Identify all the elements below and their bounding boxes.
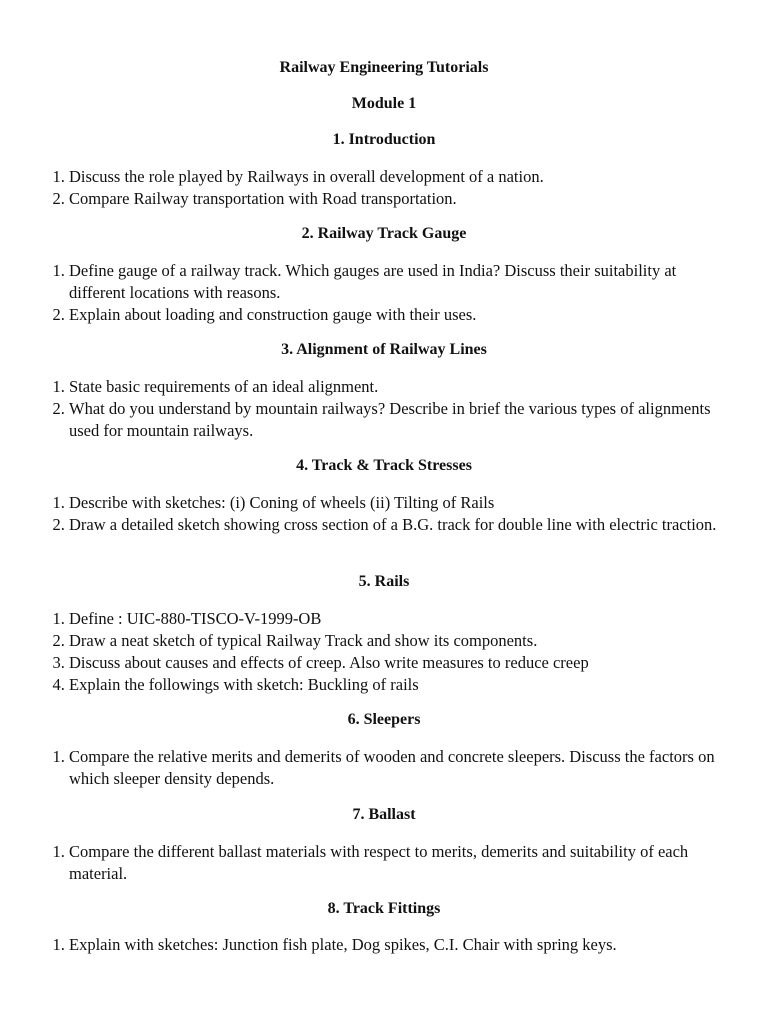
question-item: 2. Draw a neat sketch of typical Railway Track and show its components. (69, 630, 719, 652)
question-item: 1. State basic requirements of an ideal alignment. (69, 376, 719, 398)
question-item: 1. Compare the different ballast materials with respect to merits, demerits and suitability of each material. (69, 841, 719, 885)
section-heading-rails: 5. Rails (358, 573, 410, 590)
document-title: Railway Engineering Tutorials (279, 59, 489, 76)
question-list-track-stresses (0, 492, 719, 536)
question-item: 1. Explain with sketches: Junction fish plate, Dog spikes, C.I. Chair with spring keys. (69, 934, 719, 956)
question-item: 1. Describe with sketches: (i) Coning of wheels (ii) Tilting of Rails (69, 492, 719, 514)
section-heading-ballast: 7. Ballast (352, 806, 416, 823)
question-item: 2. Explain about loading and construction gauge with their uses. (69, 304, 719, 326)
section-heading-alignment: 3. Alignment of Railway Lines (281, 341, 487, 358)
section-heading-sleepers: 6. Sleepers (347, 711, 421, 728)
question-item: 2. Compare Railway transportation with Road transportation. (69, 188, 719, 210)
question-item: 1. Compare the relative merits and demerits of wooden and concrete sleepers. Discuss the factors on which sleeper density depends. (69, 746, 719, 790)
question-list-track-fittings (0, 934, 719, 956)
section-heading-introduction: 1. Introduction (332, 131, 436, 148)
question-list-track-gauge (0, 260, 719, 326)
question-item: 1. Discuss the role played by Railways in overall development of a nation. (69, 166, 719, 188)
question-item: 4. Explain the followings with sketch: Buckling of rails (69, 674, 719, 696)
question-list-introduction (0, 166, 719, 210)
section-heading-track-gauge: 2. Railway Track Gauge (301, 225, 467, 242)
section-heading-track-stresses: 4. Track & Track Stresses (296, 457, 472, 474)
question-list-alignment (0, 376, 719, 442)
section-heading-track-fittings: 8. Track Fittings (327, 900, 441, 917)
module-label: Module 1 (351, 95, 417, 112)
question-list-ballast (0, 841, 719, 885)
question-item: 3. Discuss about causes and effects of creep. Also write measures to reduce creep (69, 652, 719, 674)
question-item: 2. Draw a detailed sketch showing cross section of a B.G. track for double line with electric traction. (69, 514, 719, 536)
question-item: 1. Define : UIC-880-TISCO-V-1999-OB (69, 608, 719, 630)
question-item: 1. Define gauge of a railway track. Which gauges are used in India? Discuss their suitability at different locations with reasons. (69, 260, 719, 304)
question-item: 2. What do you understand by mountain railways? Describe in brief the various types of alignments used for mountain railways. (69, 398, 719, 442)
question-list-sleepers (0, 746, 719, 790)
question-list-rails (0, 608, 719, 696)
